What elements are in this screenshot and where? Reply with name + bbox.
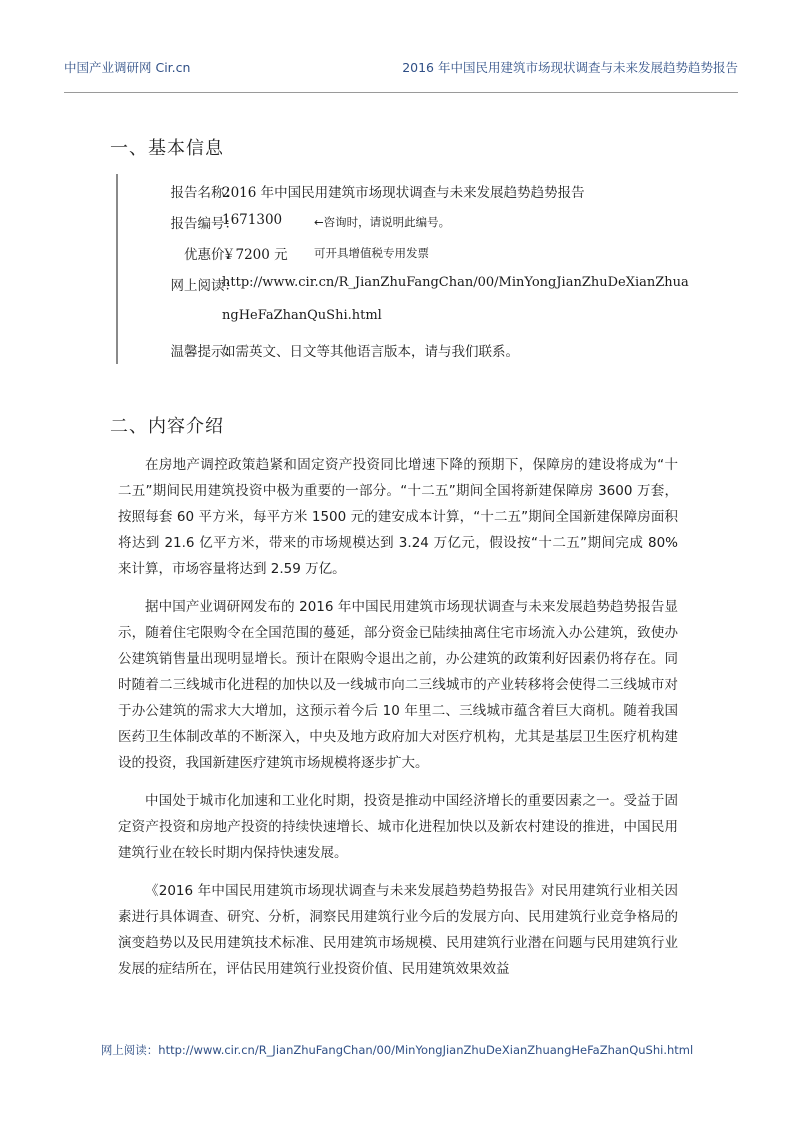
paragraph: 在房地产调控政策趋紧和固定资产投资同比增速下降的预期下，保障房的建设将成为“十二五”期间民用建筑投资中极为重要的一部分。“十二五”期间全国将新建保障房 3600 万套，按照每套 60 平方米，每平方米 1500 元的建安成本计算，“十二五”期间全国新建保障房面积将达到 21.6 亿平方米，带来的市场规模达到 3.24 万亿元，假设按“十二五”期间完成 80% 来计算，市场容量将达到 2.59 万亿。 [118,457,678,577]
code-label: 报告编号： [170,216,238,232]
site-name[interactable]: 中国产业调研网 Cir.cn [64,60,191,75]
page-header [64,52,738,93]
code-value: 1671300 [222,212,283,228]
name-value: 2016 年中国民用建筑市场现状调查与未来发展趋势趋势报告 [222,185,585,201]
basic-info-block [116,174,718,364]
info-row-url [118,267,718,333]
paragraph: 《2016 年中国民用建筑市场现状调查与未来发展趋势趋势报告》对民用建筑行业相关因素进行具体调查、研究、分析，洞察民用建筑行业今后的发展方向、民用建筑行业竞争格局的演变趋势以及民用建筑技术标准、民用建筑市场规模、民用建筑行业潜在问题与民用建筑行业发展的症结所在，评估民用建筑行业投资价值、民用建筑效果效益 [118,883,678,977]
tip-value: 如需英文、日文等其他语言版本，请与我们联系。 [222,344,519,360]
paragraph: 据中国产业调研网发布的 2016 年中国民用建筑市场现状调查与未来发展趋势趋势报告显示，随着住宅限购令在全国范围的蔓延，部分资金已陆续抽离住宅市场流入办公建筑，致使办公建筑销售量出现明显增长。预计在限购令退出之前，办公建筑的政策利好因素仍将存在。同时随着二三线城市化进程的加快以及一线城市向二三线城市的产业转移将会使得二三线城市对于办公建筑的需求大大增加，这预示着今后 10 年里二、三线城市蕴含着巨大商机。随着我国医药卫生体制改革的不断深入，中央及地方政府加大对医疗机构，尤其是基层卫生医疗机构建设的投资，我国新建医疗建筑市场规模将逐步扩大。 [118,599,678,771]
footer-link[interactable]: 网上阅读：http://www.cir.cn/R_JianZhuFangChan/00/MinYongJianZhuDeXianZhuangHeFaZhanQuShi.html [100,1043,694,1057]
url-label: 网上阅读： [170,278,238,294]
price-label: 优惠价： [184,247,238,263]
info-row-price [118,236,718,267]
basic-info-heading: 一、基本信息 [110,138,224,159]
header-report-title: 2016 年中国民用建筑市场现状调查与未来发展趋势趋势报告 [402,60,738,75]
url-link[interactable]: http://www.cir.cn/R_JianZhuFangChan/00/MinYongJianZhuDeXianZhuangHeFaZhanQuShi.html [222,275,689,323]
price-note: 可开具增值税专用发票 [314,246,429,260]
price-value: ￥7200 元 [222,247,288,263]
code-note: ←咨询时，请说明此编号。 [314,215,451,229]
info-row-code [118,205,718,236]
info-row-tip [118,333,718,364]
name-label: 报告名称： [170,185,238,201]
content-body [118,452,678,994]
tip-label: 温馨提示： [170,344,238,360]
info-row-name [118,174,718,205]
paragraph: 中国处于城市化加速和工业化时期，投资是推动中国经济增长的重要因素之一。受益于固定资产投资和房地产投资的持续快速增长、城市化进程加快以及新农村建设的推进，中国民用建筑行业在较长时期内保持快速发展。 [118,793,678,861]
content-heading: 二、内容介绍 [110,416,224,437]
